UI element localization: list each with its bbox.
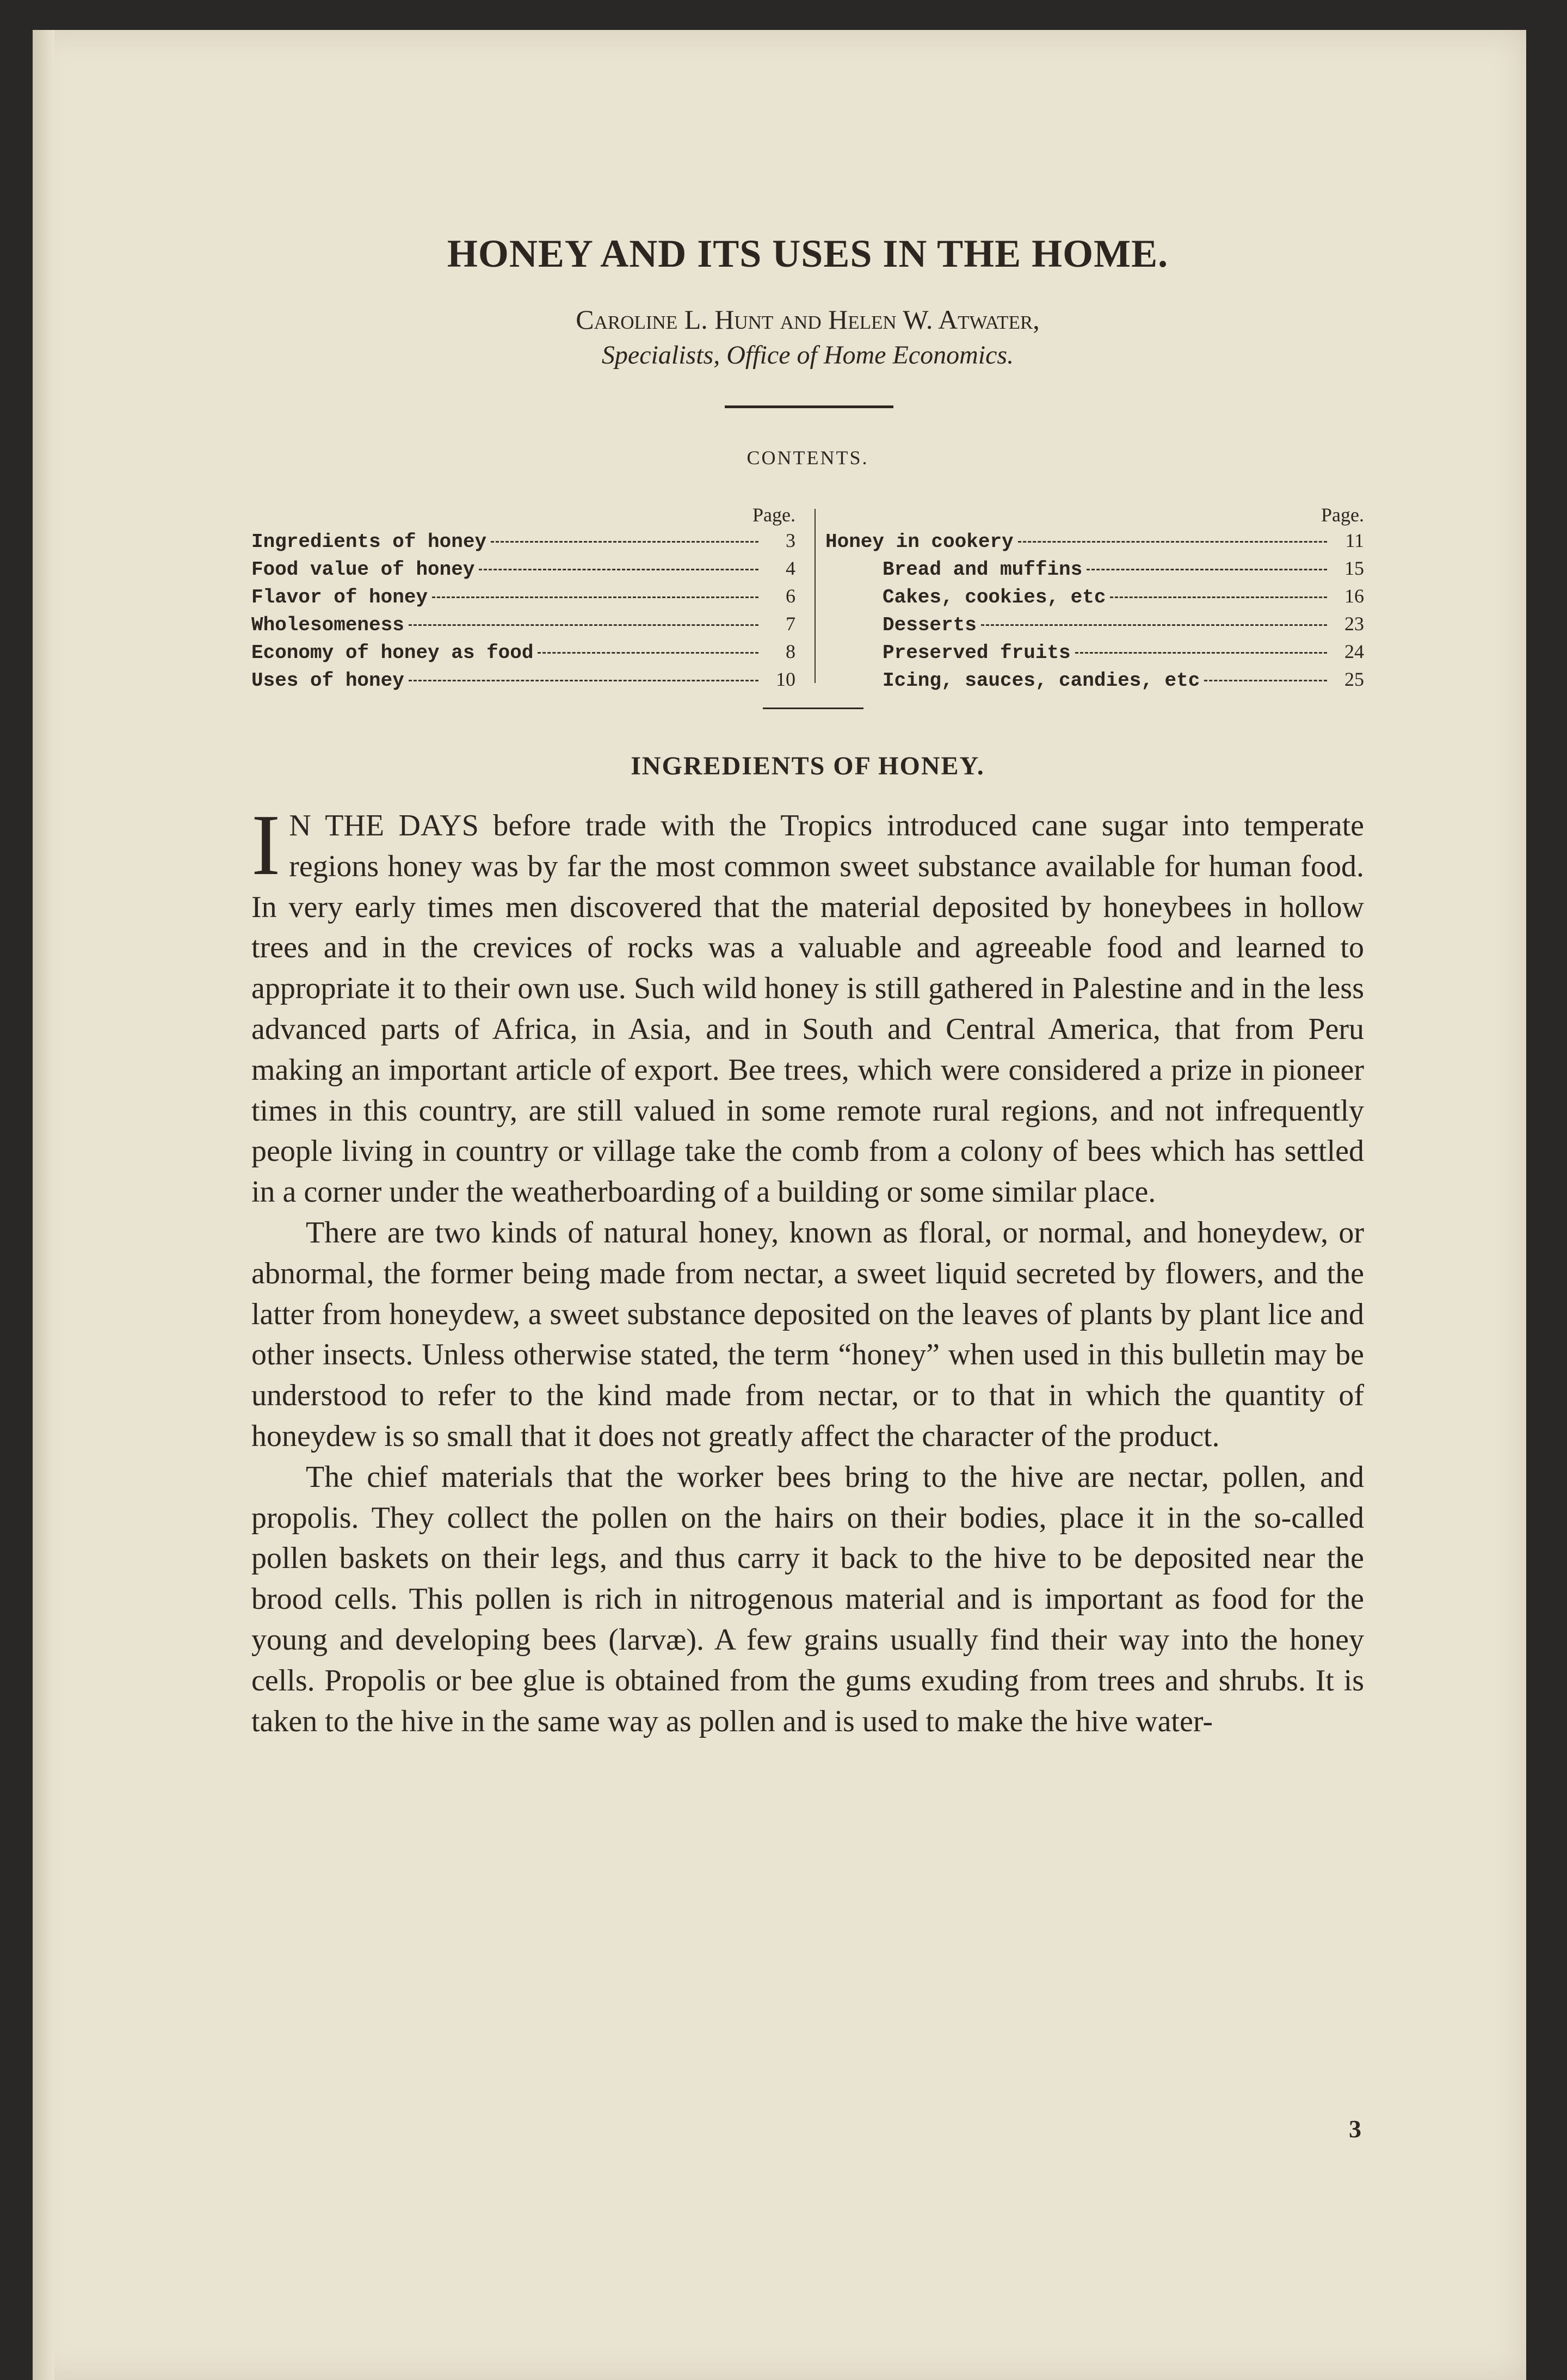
toc-entry-label: Food value of honey [251,558,475,581]
toc-entry-page: 6 [786,585,795,607]
toc-entry-page: 4 [786,557,795,579]
toc-entry-page: 25 [1344,668,1364,690]
toc-divider [815,509,816,683]
toc-entry-label: Uses of honey [251,669,404,692]
paragraph-1-lead: N THE DAYS [289,809,479,842]
toc-leader-dots [491,541,758,543]
toc-entry [251,668,795,696]
toc-entry [825,668,1364,696]
paragraph-2: There are two kinds of natural honey, known as floral, or normal, and honeydew, or abnormal, the former being made from nectar, a sweet liquid secreted by flowers, and the latter from honeydew, a sweet substance deposited on the leaves of plants by plant lice and other insects. Unless otherwise stated, the term “honey” when used in this bulletin may be understood to refer to the kind made from nectar, or to that in which the quantity of honeydew is so small that it does not greatly affect the character of the product. [251,1215,1364,1453]
toc-entry-page: 24 [1344,641,1364,662]
toc-page-label-left: Page. [752,504,795,526]
toc-entry-page: 10 [776,668,795,690]
toc-entry-page: 16 [1344,585,1364,607]
section-heading: INGREDIENTS OF HONEY. [631,752,985,780]
toc-entry [825,612,1364,640]
toc-leader-dots [1110,596,1327,598]
toc-entry [251,612,795,640]
page-spine-shadow [33,30,54,2380]
toc-entry-label: Honey in cookery [825,531,1014,553]
document-title: HONEY AND ITS USES IN THE HOME. [447,232,1169,275]
paragraph-1-text: before trade with the Tropics introduced cane sugar into temperate regions honey was by far the most common sweet substance available for human food. In very early times men discovered that the material deposited by honeybees in hollow trees and in the crevices of rocks was a valuable and agreeable food and learned to appropriate it to their own use. Such wild honey is still gathered in Palestine and in the less advanced parts of Africa, in Asia, and in South and Central America, that from Peru making an important article of export. Bee trees, which were considered a prize in pioneer times in this country, are still valued in some remote rural regions, and not infrequently people living in country or village take the comb from a colony of bees which has settled in a corner under the weatherboarding of a building or some similar place. [251,809,1364,1209]
toc-entry-page: 8 [786,641,795,662]
toc-entry-label: Icing, sauces, candies, etc [883,669,1200,692]
toc-entry [251,640,795,668]
affiliation-line: Specialists, Office of Home Economics. [601,341,1014,370]
toc-entry-label: Cakes, cookies, etc [883,586,1106,608]
toc-page-label-right: Page. [1321,504,1364,526]
toc-leader-dots [981,624,1327,626]
toc-entry-label: Bread and muffins [883,558,1083,581]
toc-leader-dots [409,680,758,681]
paragraph-1 [251,796,1364,1213]
authors-line: Caroline L. Hunt and Helen W. Atwater, [576,304,1040,335]
toc-leader-dots [432,596,758,598]
toc-entry-page: 7 [786,613,795,635]
toc-entry-label: Economy of honey as food [251,642,534,664]
toc-entry [825,640,1364,668]
toc-entry [825,557,1364,585]
toc-leader-dots [1204,680,1327,681]
toc-entry [251,585,795,612]
toc-leader-dots [409,624,758,626]
contents-rule [763,708,863,709]
toc-entry [825,529,1364,557]
toc-entry-label: Desserts [883,614,977,636]
toc-entry-label: Preserved fruits [883,642,1071,664]
contents-heading: CONTENTS. [747,447,869,469]
paragraph-3: The chief materials that the worker bees bring to the hive are nectar, pollen, and propolis. They collect the pollen on the hairs on their bodies, place it in the so-called pollen baskets on their legs, and thus carry it back to the hive to be deposited near the brood cells. This pollen is rich in nitrogenous material and is important as food for the young and developing bees (larvæ). A few grains usually find their way into the honey cells. Propolis or bee glue is obtained from the gums exuding from trees and shrubs. It is taken to the hive in the same way as pollen and is used to make the hive water- [251,1460,1364,1738]
toc-entry-page: 15 [1344,557,1364,579]
toc-entry-page: 11 [1345,530,1364,551]
page-number: 3 [1349,2115,1361,2143]
table-of-contents [251,503,1364,692]
toc-leader-dots [479,569,758,570]
toc-entry-page: 3 [786,530,795,551]
toc-entry [251,557,795,585]
toc-right-list [825,529,1364,696]
toc-entry [825,585,1364,612]
toc-entry-label: Flavor of honey [251,586,428,608]
toc-left-list [251,529,795,696]
toc-entry [251,529,795,557]
toc-leader-dots [1087,569,1327,570]
title-rule [725,405,893,408]
toc-leader-dots [1018,541,1327,543]
toc-leader-dots [538,652,758,654]
toc-entry-page: 23 [1344,613,1364,635]
body-text [251,796,1364,1742]
toc-entry-label: Ingredients of honey [251,531,487,553]
toc-leader-dots [1075,652,1327,654]
drop-cap: I [251,796,281,893]
toc-entry-label: Wholesomeness [251,614,404,636]
